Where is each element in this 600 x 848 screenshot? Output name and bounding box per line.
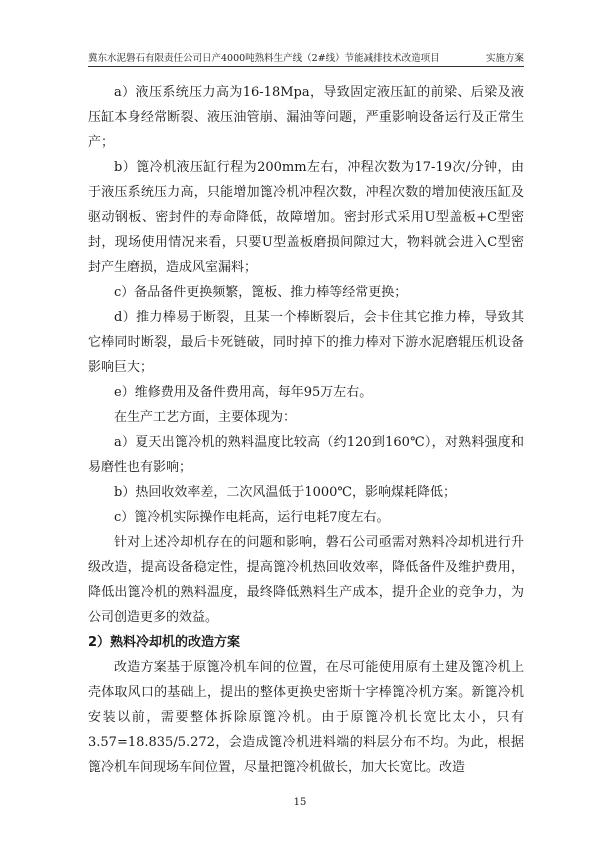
paragraph-renovation-plan: 改造方案基于原篦冷机车间的位置，在尽可能使用原有土建及篦冷机上壳体取风口的基础上，提出的整体更换史密斯十字棒篦冷机方案。新篦冷机安装以前，需要整体拆除原篦冷机。由于原篦冷机长宽比太小，只有3.57=18.835/5.272，会造成篦冷机进料端的料层分布不均。为此，根据篦冷机车间现场车间位置，尽量把篦冷机做长，加大长宽比。改造 <box>88 660 524 775</box>
paragraph-hydraulic-pressure: a）液压系统压力高为16-18Mpa，导致固定液压缸的前梁、后梁及液压缸本身经常断裂、液压油管崩、漏油等问题，严重影响设备运行及正常生产； <box>88 85 524 150</box>
paragraph-upgrade-summary: 针对上述冷却机存在的问题和影响，磐石公司亟需对熟料冷却机进行升级改造，提高设备稳定性，提高篦冷机热回收效率，降低备件及维护费用，降低出篦冷机的熟料温度，最终降低熟料生产成本，提升企业的竞争力，为公司创造更多的效益。 <box>88 535 524 625</box>
section-heading: 2）熟料冷却机的改造方案 <box>88 635 241 650</box>
header-section-label: 实施方案 <box>485 53 524 64</box>
paragraph-power-consumption: c）篦冷机实际操作电耗高，运行电耗7度左右。 <box>114 510 390 525</box>
paragraph-push-rod: d）推力棒易于断裂，且某一个棒断裂后，会卡住其它推力棒，导致其它棒同时断裂，最后卡死链破，同时掉下的推力棒对下游水泥磨辊压机设备影响巨大； <box>88 310 524 375</box>
page-body <box>88 80 524 780</box>
header-project-title: 冀东水泥磐石有限责任公司日产4000吨熟料生产线（2#线）节能减排技术改造项目 <box>88 53 440 64</box>
paragraph-heat-recovery: b）热回收效率差，二次风温低于1000℃，影响煤耗降低； <box>114 485 456 500</box>
paragraph-process-intro: 在生产工艺方面，主要体现为： <box>114 410 297 425</box>
paragraph-spare-parts: c）备品备件更换频繁，篦板、推力棒等经常更换； <box>114 285 408 300</box>
paragraph-maintenance-cost: e）维修费用及备件费用高，每年95万左右。 <box>114 385 373 400</box>
paragraph-cylinder-stroke: b）篦冷机液压缸行程为200mm左右，冲程次数为17-19次/分钟，由于液压系统压力高，只能增加篦冷机冲程次数，冲程次数的增加使液压缸及驱动钢板、密封件的寿命降低，故障增加。密封形式采用U型盖板+C型密封，现场使用情况来看，只要U型盖板磨损间隙过大，物料就会进入C型密封产生磨损，造成风室漏料； <box>88 160 524 275</box>
paragraph-clinker-temperature: a）夏天出篦冷机的熟料温度比较高（约120到160℃），对熟料强度和易磨性也有影响； <box>88 435 524 475</box>
page-header <box>88 50 524 67</box>
page-number: 15 <box>293 797 307 808</box>
